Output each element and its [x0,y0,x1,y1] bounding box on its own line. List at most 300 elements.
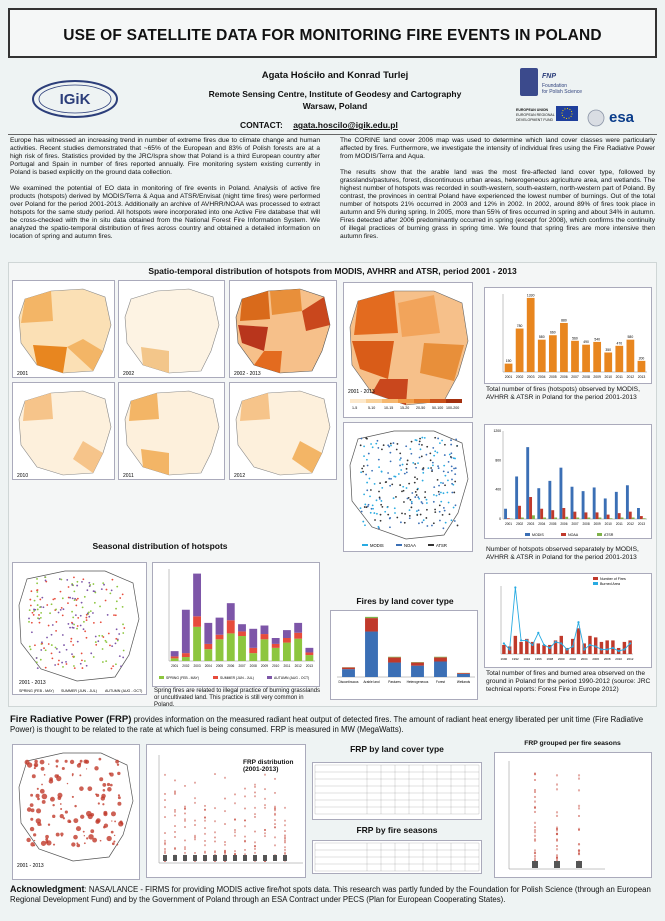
frp-outlier [164,840,165,841]
hotspot-dot [360,507,362,509]
hotspot-dot [372,505,374,507]
frp-outlier [194,782,195,783]
hotspot-dot [422,480,424,482]
hotspot-dot [443,465,445,467]
frp-dot [36,808,41,813]
tick-label-2012: 2012 [626,375,635,379]
hotspot-dot [440,482,442,484]
legend-swatch-SPRING (FEB - MAY) [159,676,164,679]
frp-dot [42,794,48,800]
frp-season-outlier [556,845,558,847]
hotspot-dot [82,606,84,608]
tick-label-2008: 2008 [582,375,590,379]
frp-outlier [274,808,275,809]
hotspot-dot [436,495,438,497]
tick-label-2011: 2011 [283,664,291,668]
hotspot-dot [28,621,30,623]
hotspot-dot [33,614,35,616]
tick-label-2003: 2003 [527,522,535,526]
legend-label-SPRING (FEB - MAY): SPRING (FEB - MAY) [166,676,199,680]
bar-NOAA-2002 [518,506,521,519]
hotspot-dot [76,585,78,587]
hotspot-dot [414,439,416,441]
hotspot-dot [434,509,436,511]
frp-dot [34,765,36,767]
svg-text:50-100: 50-100 [432,406,444,410]
map-frp [12,744,140,880]
bar-2013 [638,361,646,372]
bar-NOAA-2003 [529,497,532,519]
hotspot-dot [46,637,48,639]
hotspot-dot [86,589,88,591]
frp-outlier [194,798,195,799]
hotspot-dot [370,489,372,491]
frp-box [223,855,227,861]
svg-text:AUTUMN (AUG - OCT): AUTUMN (AUG - OCT) [105,689,143,693]
hotspot-dot [56,648,58,650]
frp-dot [30,803,34,807]
bar-ATSR-2005 [554,518,557,519]
hotspot-dot [109,593,111,595]
bar-NOAA-2009 [596,512,599,519]
frp-dot [45,835,49,839]
bar-2007 [571,341,579,372]
tick-label-2006: 2006 [592,657,600,661]
hotspot-dot [374,519,376,521]
hotspot-dot [378,526,380,528]
bar-2006 [560,323,568,372]
tick-label-2005: 2005 [549,375,557,379]
frp-dot [72,796,74,798]
hotspot-dot [442,527,444,529]
hotspot-dot [453,468,455,470]
bar-AUTUMN (AUG - OCT)-2012 [294,623,302,633]
frp-dot [84,842,86,844]
hotspot-dot [432,462,434,464]
hotspot-dot [383,444,385,446]
frp-outlier [214,821,215,822]
bar-fires-1997 [542,645,545,654]
frp-dot [73,835,78,840]
frp-box [233,855,237,861]
frp-dot [34,767,36,769]
hotspot-dot [75,614,77,616]
hotspot-dot [372,508,374,510]
fnp-logo-text: FNP [542,73,556,80]
hotspot-dot [107,614,109,616]
bar-ATSR-2009 [598,518,601,519]
legend-label-burned: Burned Area [600,582,620,586]
bar-AUTUMN (AUG - OCT)-2010 [272,638,280,644]
hotspot-dot [434,511,436,513]
frp-outlier [284,849,285,850]
frp-outlier [264,798,265,799]
hotspot-dot [433,522,435,524]
hotspot-dot [105,660,107,662]
frp-dot [34,760,38,764]
frp-outlier [244,836,245,837]
frp-outlier [234,832,235,833]
hotspot-dot [72,627,74,629]
hotspot-dot [66,649,68,651]
frp-season-box [554,861,560,868]
hotspot-dot [421,437,423,439]
frp-season-outlier [578,844,580,846]
frp-outlier [194,835,195,836]
hotspot-dot [40,659,42,661]
hotspot-dot [86,619,88,621]
frp-outlier [184,820,185,821]
table-frp-seasons [312,840,482,874]
hotspot-dot [122,606,124,608]
hotspot-dot [416,489,418,491]
tick-label-2007: 2007 [571,375,579,379]
point-burned-2009 [612,647,614,649]
legend-label-MODIS: MODIS [532,533,544,537]
bar-SUMMER (JUN - JUL)-2012 [294,633,302,639]
frp-outlier [254,784,255,785]
hotspot-dot [33,610,35,612]
frp-heading: Fire Radiative Power (FRP) [10,714,132,725]
frp-dot [87,786,92,791]
hotspot-dot [366,482,368,484]
hotspot-dot [450,439,452,441]
frp-box [173,855,177,861]
hotspot-dot [100,621,102,623]
hotspot-dot [88,611,90,613]
frp-dot [42,800,46,804]
hotspot-dot [36,582,38,584]
frp-dot [27,807,32,812]
bar-2003 [527,298,535,372]
hotspot-dot [123,650,125,652]
hotspot-dot [368,504,370,506]
tick-label-1996: 1996 [534,657,542,661]
frp-dot [49,777,53,781]
hotspot-dot [381,487,383,489]
bar-MODIS-5 [457,674,470,677]
bar-MODIS-2005 [548,481,551,519]
tick-label-2003: 2003 [193,664,201,668]
hotspot-dot [109,644,111,646]
frp-outlier [184,840,185,841]
hotspot-dot [420,448,422,450]
bar-fires-2003 [577,628,580,654]
hotspot-dot [362,521,364,523]
svg-text:2012: 2012 [234,473,246,479]
hotspot-dot [447,471,449,473]
tick-label-2009: 2009 [593,375,601,379]
point-burned-2011 [623,648,625,650]
frp-dot [32,774,36,778]
tick-label-2: Pastures [388,680,401,684]
point-burned-2007 [600,648,602,650]
frp-outlier [184,846,185,847]
bar-SUMMER (JUN - JUL)-2011 [283,638,291,643]
frp-outlier [204,827,205,828]
point-burned-1999 [554,641,556,643]
bar-MODIS-2008 [582,491,585,519]
bar-SPRING (FEB - MAY)-2006 [227,633,235,661]
hotspot-dot [361,468,363,470]
caption-separate: Number of hotspots observed separately by MODIS, AVHRR & ATSR in Poland for the period 2001-2013 [486,546,639,561]
frp-box [253,855,257,861]
hotspot-dot [73,656,75,658]
hotspot-dot [62,634,64,636]
frp-outlier [284,840,285,841]
hotspot-dot [73,591,75,593]
bar-ATSR-2003 [532,515,535,519]
hotspot-dot [86,637,88,639]
frp-season-outlier [534,829,536,831]
hotspot-dot [438,467,440,469]
frp-outlier [214,832,215,833]
bar-NOAA-4 [434,657,447,661]
hotspot-dot [37,617,39,619]
bar-SPRING (FEB - MAY)-2003 [193,627,201,661]
hotspot-dot [378,491,380,493]
point-burned-1998 [549,647,551,649]
bar-2008 [582,345,590,372]
intro-left-p1: Europe has witnessed an increasing trend in number of extreme fires due to climate change and human activities. Recent studies demonstrated that ~65% of the European and 83% of Polish forests are at a high risk of fires. Statistics provided by the JRC/Ispra show that Poland is a third European country after Portugal and Spain in number of fires reported annually. Fire monitoring system existing currently in Poland is based explicitly on the ground data collection. [10,137,320,176]
bar-SUMMER (JUN - JUL)-2003 [193,616,201,627]
frp-outlier [224,810,225,811]
hotspot-dot [364,524,366,526]
hotspot-dot [72,644,74,646]
frp-outlier [184,848,185,849]
y-tick-0: 0 [499,517,501,521]
bar-NOAA-2013 [640,516,643,519]
frp-dot [76,826,81,831]
hotspot-dot [52,599,54,601]
hotspot-dot [426,502,428,504]
hotspot-dot [72,617,74,619]
hotspot-dot [86,665,88,667]
hotspot-dot [105,600,107,602]
hotspot-dot [411,441,413,443]
chart-frp-distribution [146,744,306,878]
hotspot-dot [75,605,77,607]
hotspot-dot [367,465,369,467]
frp-dot [30,794,33,797]
bar-MODIS-2007 [571,487,574,519]
hotspot-dot [407,498,409,500]
frp-outlier [284,820,285,821]
bar-ATSR-2008 [587,518,590,519]
frp-dot [52,815,55,818]
bar-fires-1990 [502,645,505,654]
hotspot-dot [54,598,56,600]
frp-outlier [274,837,275,838]
hotspot-dot [118,633,120,635]
frp-dot [41,841,46,846]
hotspot-dot [437,438,439,440]
hotspot-dot [449,454,451,456]
frp-outlier [244,808,245,809]
hotspot-dot [437,465,439,467]
hotspot-dot [39,606,41,608]
intro-right-p1: The CORINE land cover 2006 map was used to determine which land cover classes were particularly affected by fires. Furthermore, we investigate the intensity of individual fires using the Fire Radiative Power from MODIS/Terra and Aqua. [340,137,655,160]
hotspot-dot [406,463,408,465]
frp-dot [30,827,34,831]
bar-AUTUMN (AUG - OCT)-2003 [193,574,201,617]
tick-label-2007: 2007 [571,522,579,526]
frp-outlier [204,820,205,821]
hotspot-dot [361,511,363,513]
tick-label-1992: 1992 [512,657,519,661]
hotspot-dot [31,622,33,624]
frp-dot [102,803,104,805]
bar-AUTUMN (AUG - OCT)-2009 [261,626,269,635]
hotspot-dot [362,471,364,473]
svg-text:EUROPEAN UNION: EUROPEAN UNION [516,108,549,112]
frp-outlier [204,840,205,841]
legend-label-SUMMER (JUN - JUL): SUMMER (JUN - JUL) [220,676,254,680]
hotspot-dot [389,485,391,487]
hotspot-dot [389,526,391,528]
hotspot-dot [43,606,45,608]
svg-text:2001: 2001 [17,371,29,377]
hotspot-dot [444,444,446,446]
hotspot-dot [122,632,124,634]
frp-season-outlier [534,826,536,828]
hotspot-dot [77,598,79,600]
hotspot-dot [414,482,416,484]
bar-AUTUMN (AUG - OCT)-2008 [249,629,257,648]
bar-fires-2008 [605,640,608,654]
hotspot-dot [51,657,53,659]
frp-outlier [164,851,165,852]
hotspot-dot [430,459,432,461]
frp-outlier [254,814,255,815]
hotspot-dot [451,479,453,481]
contact-email[interactable]: agata.hoscilo@igik.edu.pl [293,120,398,130]
hotspot-dot [399,459,401,461]
hotspot-dot [445,522,447,524]
hotspot-dot [406,487,408,489]
tick-label-2012: 2012 [294,664,302,668]
tick-label-2007: 2007 [238,664,246,668]
ack-text: : NASA/LANCE - FIRMS for providing MODIS active fire/hot spots data. This research was partly funded by the Foundation for Polish Science (through an European Regional Development Fund) and by the Government of Poland through an ESA Contract under PECS (Plan for European Cooperating States). [10,885,651,904]
frp-outlier [194,852,195,853]
frp-dot [107,836,112,841]
hotspot-dot [41,597,43,599]
hotspot-dot [454,473,456,475]
hotspot-dot [444,484,446,486]
hotspot-dot [416,514,418,516]
legend-swatch-burned [593,582,598,585]
bar-MODIS-2006 [559,468,562,519]
bar-SUMMER (JUN - JUL)-2013 [305,652,313,655]
hotspot-dot [409,499,411,501]
frp-season-outlier [534,850,536,852]
bar-NOAA-2006 [562,508,565,519]
map-hotspots-sensors [343,422,473,552]
hotspot-dot [414,496,416,498]
frp-dot [71,842,75,846]
hotspot-dot [363,455,365,457]
frp-dot [98,802,100,804]
hotspot-dot [457,525,459,527]
frp-outlier [194,837,195,838]
hotspot-dot [394,507,396,509]
hotspot-dot [102,661,104,663]
bar-AUTUMN (AUG - OCT)-2013 [305,648,313,653]
frp-dot [33,833,36,836]
hotspot-dot [397,443,399,445]
hotspot-dot [116,586,118,588]
hotspot-dot [81,653,83,655]
hotspot-dot [390,443,392,445]
hotspot-dot [443,470,445,472]
tick-label-2013: 2013 [305,664,313,668]
hotspot-dot [419,441,421,443]
hotspot-dot [80,663,82,665]
hotspot-dot [115,663,117,665]
hotspot-dot [122,594,124,596]
tick-label-2004: 2004 [204,664,212,668]
hotspot-dot [71,611,73,613]
hotspot-dot [455,467,457,469]
bar-2012 [627,340,635,372]
tick-label-1998: 1998 [546,657,554,661]
hotspot-dot [402,464,404,466]
hotspot-dot [400,521,402,523]
frp-outlier [234,829,235,830]
hotspot-dot [39,622,41,624]
hotspot-dot [36,657,38,659]
intro-left-p2: We examined the potential of EO data in monitoring of fire events in Poland. Analysis of active fire products (hotspots) derived by MODIS/Terra & Aqua and ATSR/Envisat (night time fires) were performed over Poland for the period 2001-2013. Additionally an archive of AVHRR/NOAA was processed to extract hotspots for the same study period. All hotspots were incorporated into one Active Fire database that will be cross-checked with the in situ data obtained from the National Forest Fire Information System. We analyzed the spatio-temporal distribution of fires across country and obtained a detailed information on location of spring and autumn fires. [10,185,320,240]
frp-dot [86,811,92,817]
bar-2004 [538,340,546,372]
frp-dot [54,774,58,778]
hotspot-dot [63,644,65,646]
svg-text:DEVELOPMENT FUND: DEVELOPMENT FUND [516,118,554,122]
svg-text:5-10: 5-10 [368,406,376,410]
acknowledgment [10,884,655,905]
frp-box [163,855,167,861]
bar-2010 [604,353,612,373]
point-burned-2003 [577,621,579,623]
frp-outlier [204,805,205,806]
tick-label-2006: 2006 [227,664,235,668]
hotspot-dot [456,445,458,447]
hotspot-dot [28,618,30,620]
frp-dot [118,796,121,799]
frp-outlier [174,831,175,832]
frp-outlier [164,852,165,853]
header-separator [8,134,657,135]
frp-season-outlier [556,784,558,786]
hotspot-dot [416,494,418,496]
frp-outlier [284,825,285,826]
frp-outlier [194,824,195,825]
poster-title: USE OF SATELLITE DATA FOR MONITORING FIRE EVENTS IN POLAND [63,27,602,44]
authors: Agata Hościło and Konrad Turlej [261,70,409,81]
frp-outlier [254,842,255,843]
hotspot-dot [51,634,53,636]
tick-label-5: Wetlands [456,680,471,684]
hotspot-dot [425,454,427,456]
frp-dot [30,818,33,821]
hotspot-dot [365,474,367,476]
hotspot-dot [419,438,421,440]
tick-label-2010: 2010 [272,664,280,668]
hotspot-dot [377,447,379,449]
hotspot-dot [31,631,33,633]
hotspot-dot [55,630,57,632]
frp-outlier [174,811,175,812]
